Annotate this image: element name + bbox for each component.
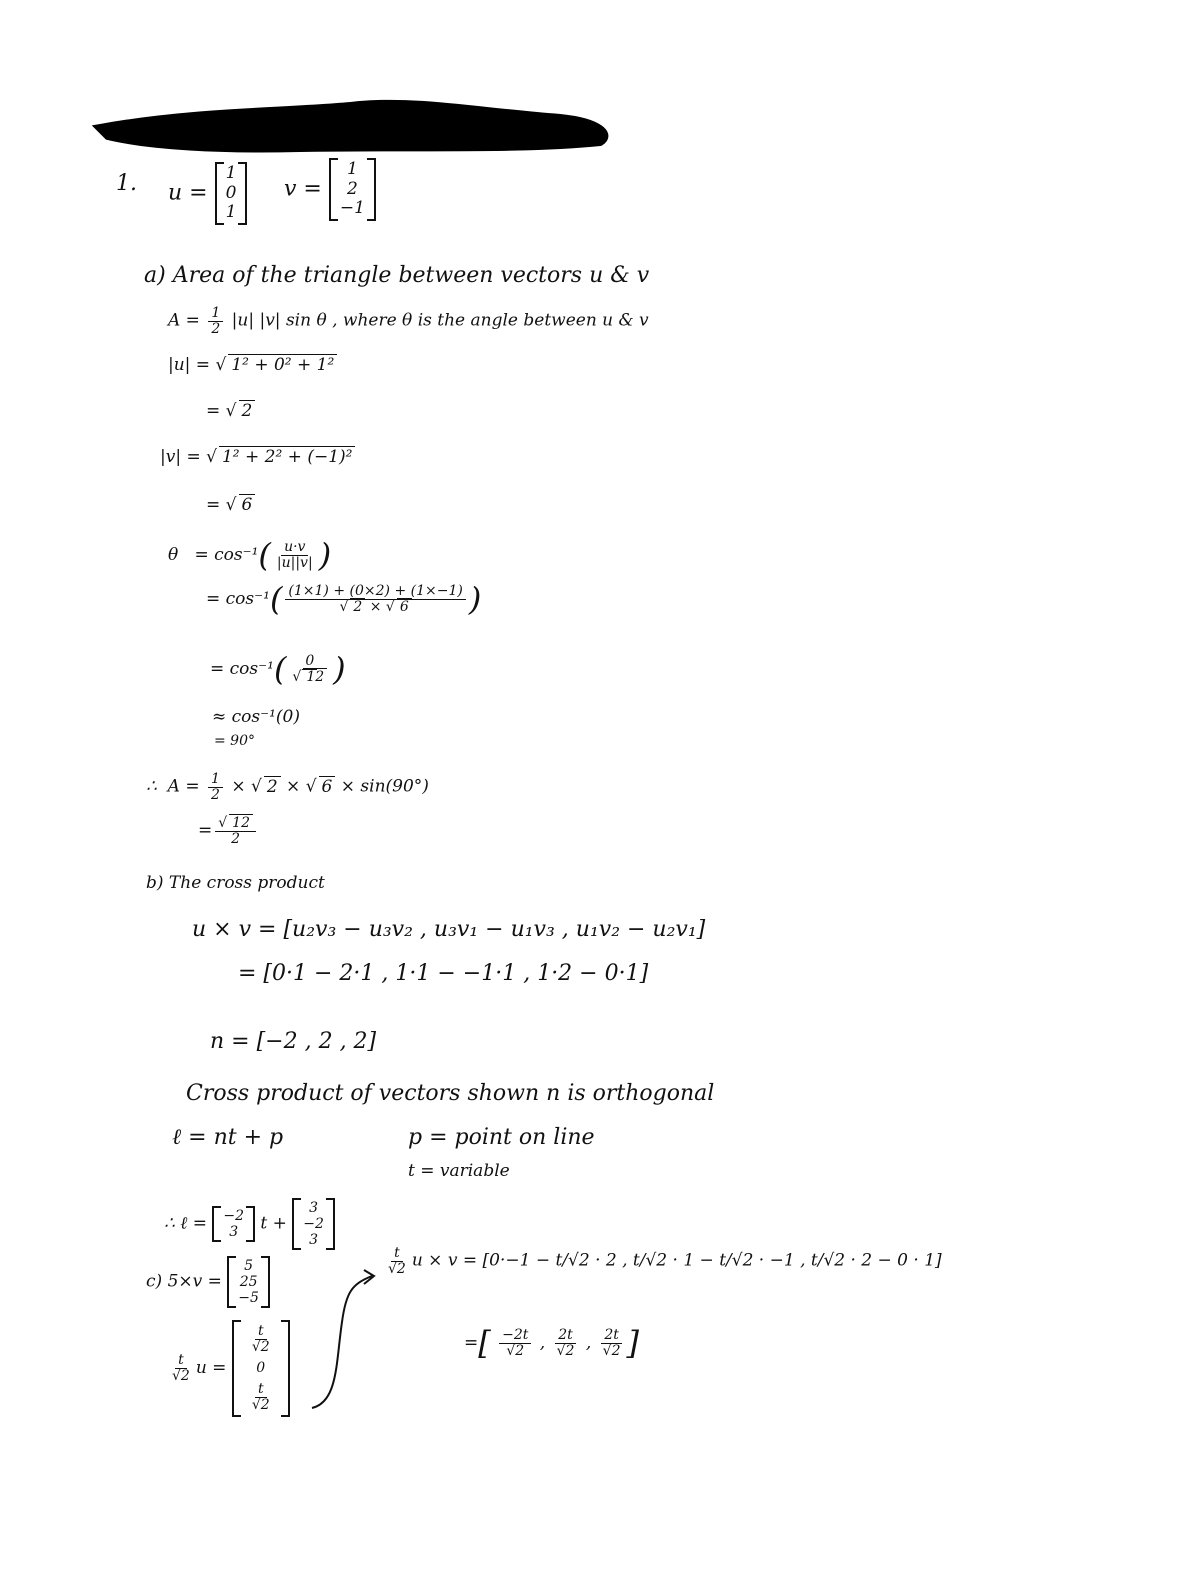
part-a-heading: a) Area of the triangle between vectors u & v <box>144 263 650 288</box>
part-b-heading: b) The cross product <box>146 873 325 893</box>
orthogonal-note: Cross product of vectors shown n is orthogonal <box>186 1081 715 1106</box>
area-calculation: ∴ A = $\frac{1}{2}$ × √ 2 × √ 6 × sin(90°) <box>146 771 429 803</box>
theta-result: = 90° <box>214 733 255 749</box>
question-number: 1. <box>116 171 137 196</box>
arrow-connector <box>308 1262 388 1442</box>
theta-definition: θ = cos⁻¹( $\frac{u\cdot v}{|u||v|}$ ) <box>168 536 332 574</box>
v-label: v = <box>284 176 322 202</box>
line-equation: ℓ = nt + p <box>172 1125 284 1150</box>
normal-vector-result: n = [−2 , 2 , 2] <box>210 1029 377 1054</box>
point-note: p = point on line <box>408 1125 595 1150</box>
cross-product-definition: u × v = [u₂v₃ − u₃v₂ , u₃v₁ − u₁v₃ , u₁v₂ − u₂v₁] <box>192 917 706 942</box>
u-label: u = <box>168 180 208 206</box>
variable-note: t = variable <box>408 1161 510 1181</box>
theta-approx: ≈ cos⁻¹(0) <box>212 707 300 727</box>
scaled-cross-result: =[ $\frac{-2t}{√2}$ , $\frac{2t}{√2}$ , $\frac{2t}{√2}$ ] <box>464 1324 639 1362</box>
cross-product-substitution: = [0·1 − 2·1 , 1·1 − −1·1 , 1·2 − 0·1] <box>238 961 649 986</box>
redaction-scribble <box>0 0 1200 180</box>
area-formula: A = $\frac{1}{2}$ |u| |v| sin θ , where θ is the angle between u & v <box>168 305 649 337</box>
u-magnitude: |u| = √ 1² + 0² + 1² <box>168 356 337 375</box>
v-definition <box>284 158 376 221</box>
v-magnitude-result: = √ 6 <box>206 496 255 515</box>
line-result: ∴ ℓ = −2 3 t + 3 −2 3 <box>164 1198 335 1250</box>
v-vector: 1 2 −1 <box>329 158 376 221</box>
v-magnitude: |v| = √ 1² + 2² + (−1)² <box>160 448 355 467</box>
theta-simplified: = cos⁻¹( $\frac{0}{√ 12}$ ) <box>210 650 346 688</box>
area-result: = $\frac{√ 12}{2}$ <box>198 816 259 846</box>
part-c-five-v: c) 5×v = 5 25 −5 <box>146 1256 270 1308</box>
u-vector: 1 0 1 <box>215 162 248 225</box>
scaled-u: $\frac{t}{√2}$ u = $\frac{t}{√2}$ 0 $\frac{t}{√2}$ <box>166 1320 290 1417</box>
theta-substitution: = cos⁻¹( $\frac{(1\times 1) + (0\times 2) + (1\times-1)}{√ 2 \times √ 6}$ ) <box>206 580 482 618</box>
scaled-cross-product: $\frac{t}{√2}$ u × v = [0·−1 − t/√2 · 2 , t/√2 · 1 − t/√2 · −1 , t/√2 · 2 − 0 · 1] <box>388 1245 942 1277</box>
u-definition <box>168 162 247 225</box>
u-magnitude-result: = √ 2 <box>206 402 255 421</box>
